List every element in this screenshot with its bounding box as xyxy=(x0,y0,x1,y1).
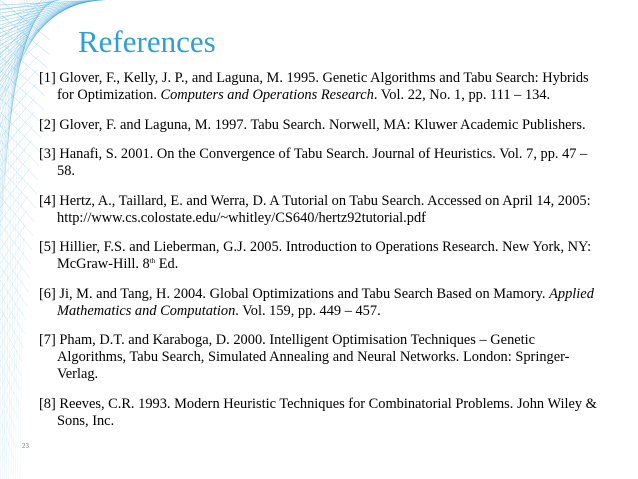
reference-text: Glover, F., Kelly, J. P., and Laguna, M. 1995. Genetic Algorithms and Tabu Search: Hybrids for Optimization. xyxy=(57,70,589,103)
reference-item xyxy=(39,239,599,273)
reference-list xyxy=(39,70,599,442)
reference-text-end: . Vol. 22, No. 1, pp. 111 – 134. xyxy=(373,87,551,103)
reference-id: [4] xyxy=(39,192,56,209)
reference-item xyxy=(39,193,599,227)
reference-id: [8] xyxy=(39,395,56,412)
reference-text-end: Ed. xyxy=(155,256,179,272)
reference-text: Reeves, C.R. 1993. Modern Heuristic Techniques for Combinatorial Problems. John Wiley & Sons, Inc. xyxy=(57,395,597,429)
reference-id: [1] xyxy=(39,70,56,86)
reference-item xyxy=(39,396,599,430)
reference-text: Hertz, A., Taillard, E. and Werra, D. A Tutorial on Tabu Search. Accessed on April 14, 2005: http://www.cs.colostate.edu/~whitley/CS640/hertz92tutorial.pdf xyxy=(57,192,591,226)
reference-id: [3] xyxy=(39,146,56,162)
reference-journal: Computers and Operations Research xyxy=(160,87,374,103)
reference-item xyxy=(39,286,599,320)
reference-id: [5] xyxy=(39,239,56,255)
reference-text: Glover, F. and Laguna, M. 1997. Tabu Search. Norwell, MA: Kluwer Academic Publishers. xyxy=(59,116,586,133)
reference-item xyxy=(39,146,599,180)
reference-text: Hanafi, S. 2001. On the Convergence of Tabu Search. Journal of Heuristics. Vol. 7, pp. 47 – 58. xyxy=(57,146,588,179)
reference-id: [2] xyxy=(39,116,56,133)
reference-text-end: . Vol. 159, pp. 449 – 457. xyxy=(235,302,381,319)
reference-id: [6] xyxy=(39,285,56,302)
reference-superscript: th xyxy=(149,257,156,265)
reference-item xyxy=(39,332,599,383)
reference-item xyxy=(39,117,599,134)
reference-text: Pham, D.T. and Karaboga, D. 2000. Intelligent Optimisation Techniques – Genetic Algorithms, Tabu Search, Simulated Annealing and Neural Networks. London: Springer-Verlag. xyxy=(57,332,570,382)
reference-journal: Applied Mathematics and Computation xyxy=(57,285,594,319)
reference-text: Ji, M. and Tang, H. 2004. Global Optimizations and Tabu Search Based on Mamory. xyxy=(59,285,550,302)
slide-number: 23 xyxy=(22,442,29,450)
slide-title: References xyxy=(78,24,216,59)
reference-item xyxy=(39,70,599,104)
reference-id: [7] xyxy=(39,332,56,348)
reference-text: Hillier, F.S. and Lieberman, G.J. 2005. Introduction to Operations Research. New York, NY: McGraw-Hill. 8 xyxy=(57,239,592,272)
